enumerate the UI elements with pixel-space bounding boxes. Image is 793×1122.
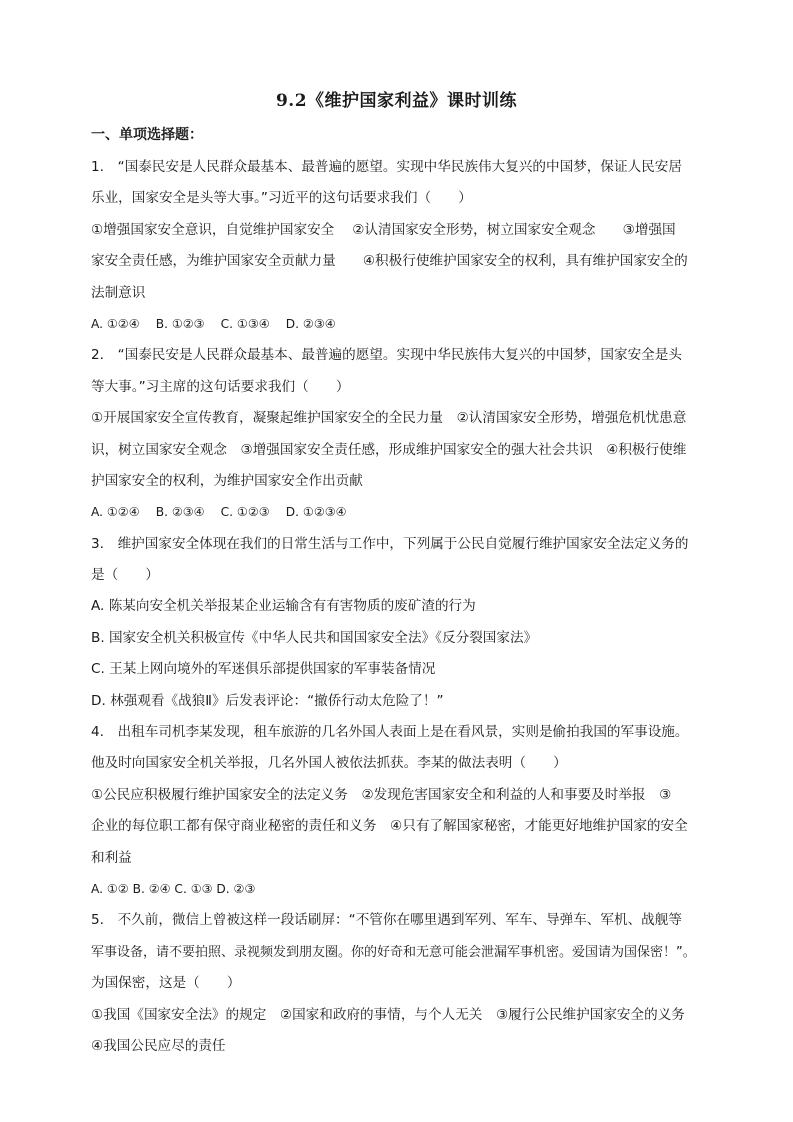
answer-option-c: C. 王某上网向境外的军迷俱乐部提供国家的军事装备情况 bbox=[91, 661, 436, 678]
text-line: 识，树立国家安全观念 ③增强国家安全责任感，形成维护国家安全的强大社会共识 ④积极行使维 bbox=[91, 441, 687, 458]
answer-options: A. ①②④ B. ①②③ C. ①③④ D. ②③④ bbox=[91, 316, 336, 331]
text-line: ①公民应积极履行维护国家安全的法定义务 ②发现危害国家安全和利益的人和事要及时举报 ③ bbox=[91, 786, 672, 803]
text-line: 家安全责任感，为维护国家安全贡献力量 ④积极行使维护国家安全的权利，具有维护国家安全的 bbox=[91, 253, 688, 270]
text-line: 和利益 bbox=[91, 849, 132, 866]
text-line: 他及时向国家安全机关举报，几名外国人被依法抓获。李某的做法表明（ ） bbox=[91, 755, 567, 772]
answer-option-b: B. 国家安全机关积极宣传《中华人民共和国国家安全法》《反分裂国家法》 bbox=[91, 629, 538, 646]
text-line: 等大事。”习主席的这句话要求我们（ ） bbox=[91, 378, 350, 395]
question-body bbox=[91, 152, 703, 1062]
text-line: 2. “国泰民安是人民群众最基本、最普遍的愿望。实现中华民族伟大复兴的中国梦，国家安全是头 bbox=[91, 347, 682, 364]
text-line: ①增强国家安全意识，自觉维护国家安全 ②认清国家安全形势，树立国家安全观念 ③增强国 bbox=[91, 221, 676, 238]
section-heading: 一、单项选择题： bbox=[91, 127, 203, 143]
text-line: ①我国《国家安全法》的规定 ②国家和政府的事情，与个人无关 ③履行公民维护国家安全的义务 bbox=[91, 1006, 685, 1023]
answer-options: A. ①②④ B. ②③④ C. ①②③ D. ①②③④ bbox=[91, 505, 347, 520]
answer-option-a: A. 陈某向安全机关举报某企业运输含有有害物质的废矿渣的行为 bbox=[91, 598, 476, 615]
text-line: 为国保密，这是（ ） bbox=[91, 975, 241, 992]
text-line: 3. 维护国家安全体现在我们的日常生活与工作中，下列属于公民自觉履行维护国家安全法定义务的 bbox=[91, 535, 689, 552]
answer-options: A. ①② B. ②④ C. ①③ D. ②③ bbox=[91, 881, 256, 896]
answer-option-d: D. 林强观看《战狼Ⅱ》后发表评论：“撤侨行动太危险了！” bbox=[91, 692, 444, 709]
text-line: 军事设备，请不要拍照、录视频发到朋友圈。你的好奇和无意可能会泄漏军事机密。爱国请为国保密！”。 bbox=[91, 944, 696, 960]
document-title: 9.2《维护国家利益》课时训练 bbox=[275, 91, 518, 111]
text-line: ④我国公民应尽的责任 bbox=[91, 1037, 226, 1054]
text-line: 4. 出租车司机李某发现，租车旅游的几名外国人表面上是在看风景，实则是偷拍我国的军事设施。 bbox=[91, 724, 689, 741]
text-line: 乐业，国家安全是头等大事。”习近平的这句话要求我们（ ） bbox=[91, 190, 472, 207]
text-line: ①开展国家安全宣传教育，凝聚起维护国家安全的全民力量 ②认清国家安全形势，增强危机忧患意 bbox=[91, 410, 687, 427]
text-line: 企业的每位职工都有保守商业秘密的责任和义务 ④只有了解国家秘密，才能更好地维护国家的安全 bbox=[91, 818, 688, 835]
text-line: 1. “国泰民安是人民群众最基本、最普遍的愿望。实现中华民族伟大复兴的中国梦，保证人民安居 bbox=[91, 159, 682, 175]
text-line: 护国家安全的权利，为维护国家安全作出贡献 bbox=[91, 472, 363, 489]
text-line: 5. 不久前，微信上曾被这样一段话刷屏：“不管你在哪里遇到军列、军车、导弹车、军机、战舰等 bbox=[91, 912, 682, 929]
text-line: 法制意识 bbox=[91, 284, 146, 301]
text-line: 是（ ） bbox=[91, 567, 159, 584]
